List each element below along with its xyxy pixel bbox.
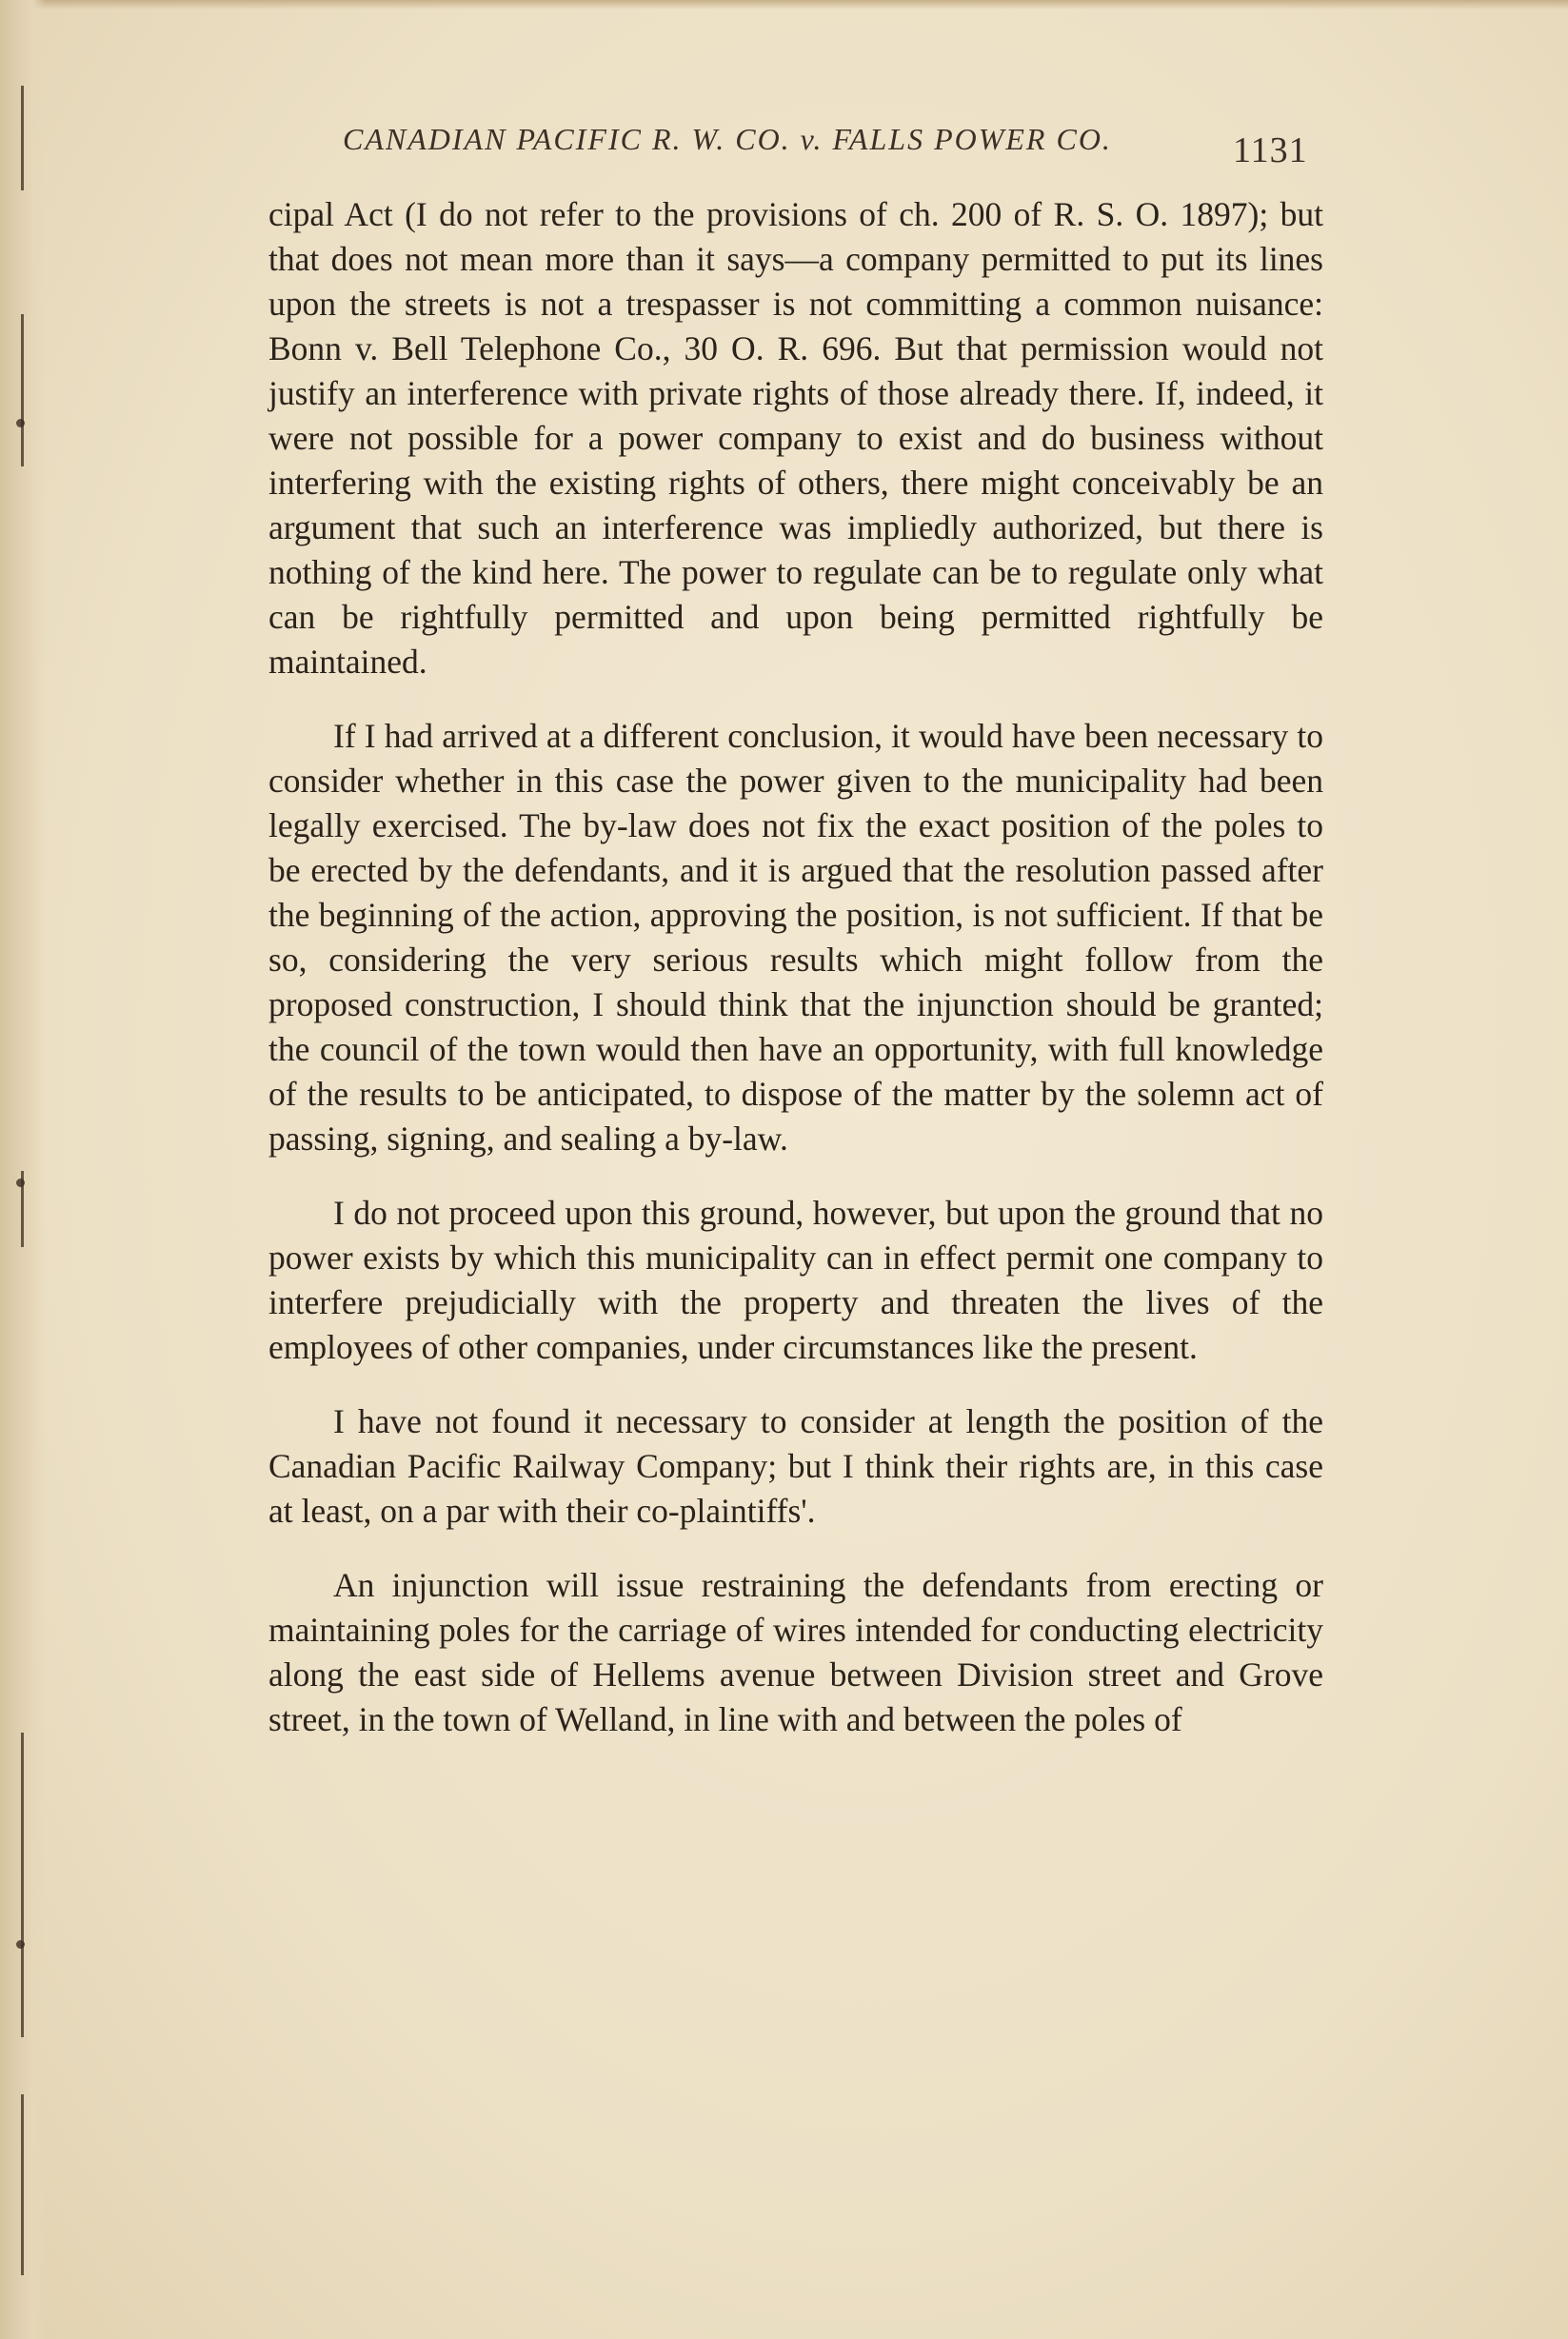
gutter-mark [21, 314, 24, 466]
gutter-dot [16, 419, 25, 427]
paragraph: If I had arrived at a different conclusion, it would have been necessary to consider whether in this case the power given to the municipality had been legally exercised. The by-law does not fix the exact position of the poles to be erected by the defendants, and it is argued that the resolution passed after the beginning of the action, approving the position, is not sufficient. If that be so, considering the very serious results which might follow from the proposed construction, I should think that the injunction should be granted; the council of the town would then have an opportunity, with full knowledge of the results to be anticipated, to dispose of the matter by the solemn act of passing, signing, and sealing a by-law. [268, 717, 1323, 1158]
binding-gutter [0, 0, 46, 2339]
gutter-dot [16, 1179, 25, 1187]
paragraph: I have not found it necessary to consider at length the position of the Canadian Pacific Railway Company; but I think their rights are, in this case at least, on a par with their co-plaintiffs'. [268, 1402, 1323, 1530]
page-number: 1131 [1233, 130, 1308, 170]
gutter-mark [21, 86, 24, 190]
gutter-mark [21, 1733, 24, 2037]
paragraph: An injunction will issue restraining the defendants from erecting or maintaining poles for the carriage of wires intended for conducting electricity along the east side of Hellems avenue between Division street and Grove street, in the town of Welland, in line with and between the poles of [268, 1566, 1323, 1738]
paragraph: I do not proceed upon this ground, however, but upon the ground that no power exists by which this municipality can in effect permit one company to interfere prejudicially with the property and threaten the lives of the employees of other companies, under circumstances like the present. [268, 1194, 1323, 1366]
running-head-title: CANADIAN PACIFIC R. W. CO. v. FALLS POWER CO. [343, 122, 1112, 156]
body-text [268, 192, 1323, 1772]
paragraph: cipal Act (I do not refer to the provisions of ch. 200 of R. S. O. 1897); but that does not mean more than it says—a company permitted to put its lines upon the streets is not a trespasser is not committing a common nuisance: Bonn v. Bell Telephone Co., 30 O. R. 696. But that permission would not justify an interference with private rights of those already there. If, indeed, it were not possible for a power company to exist and do business without interfering with the existing rights of others, there might conceivably be an argument that such an interference was impliedly authorized, but there is nothing of the kind here. The power to regulate can be to regulate only what can be rightfully permitted and upon being permitted rightfully be maintained. [268, 195, 1323, 681]
gutter-dot [16, 1940, 25, 1949]
gutter-mark [21, 2094, 24, 2275]
page-top-edge [0, 0, 1568, 10]
